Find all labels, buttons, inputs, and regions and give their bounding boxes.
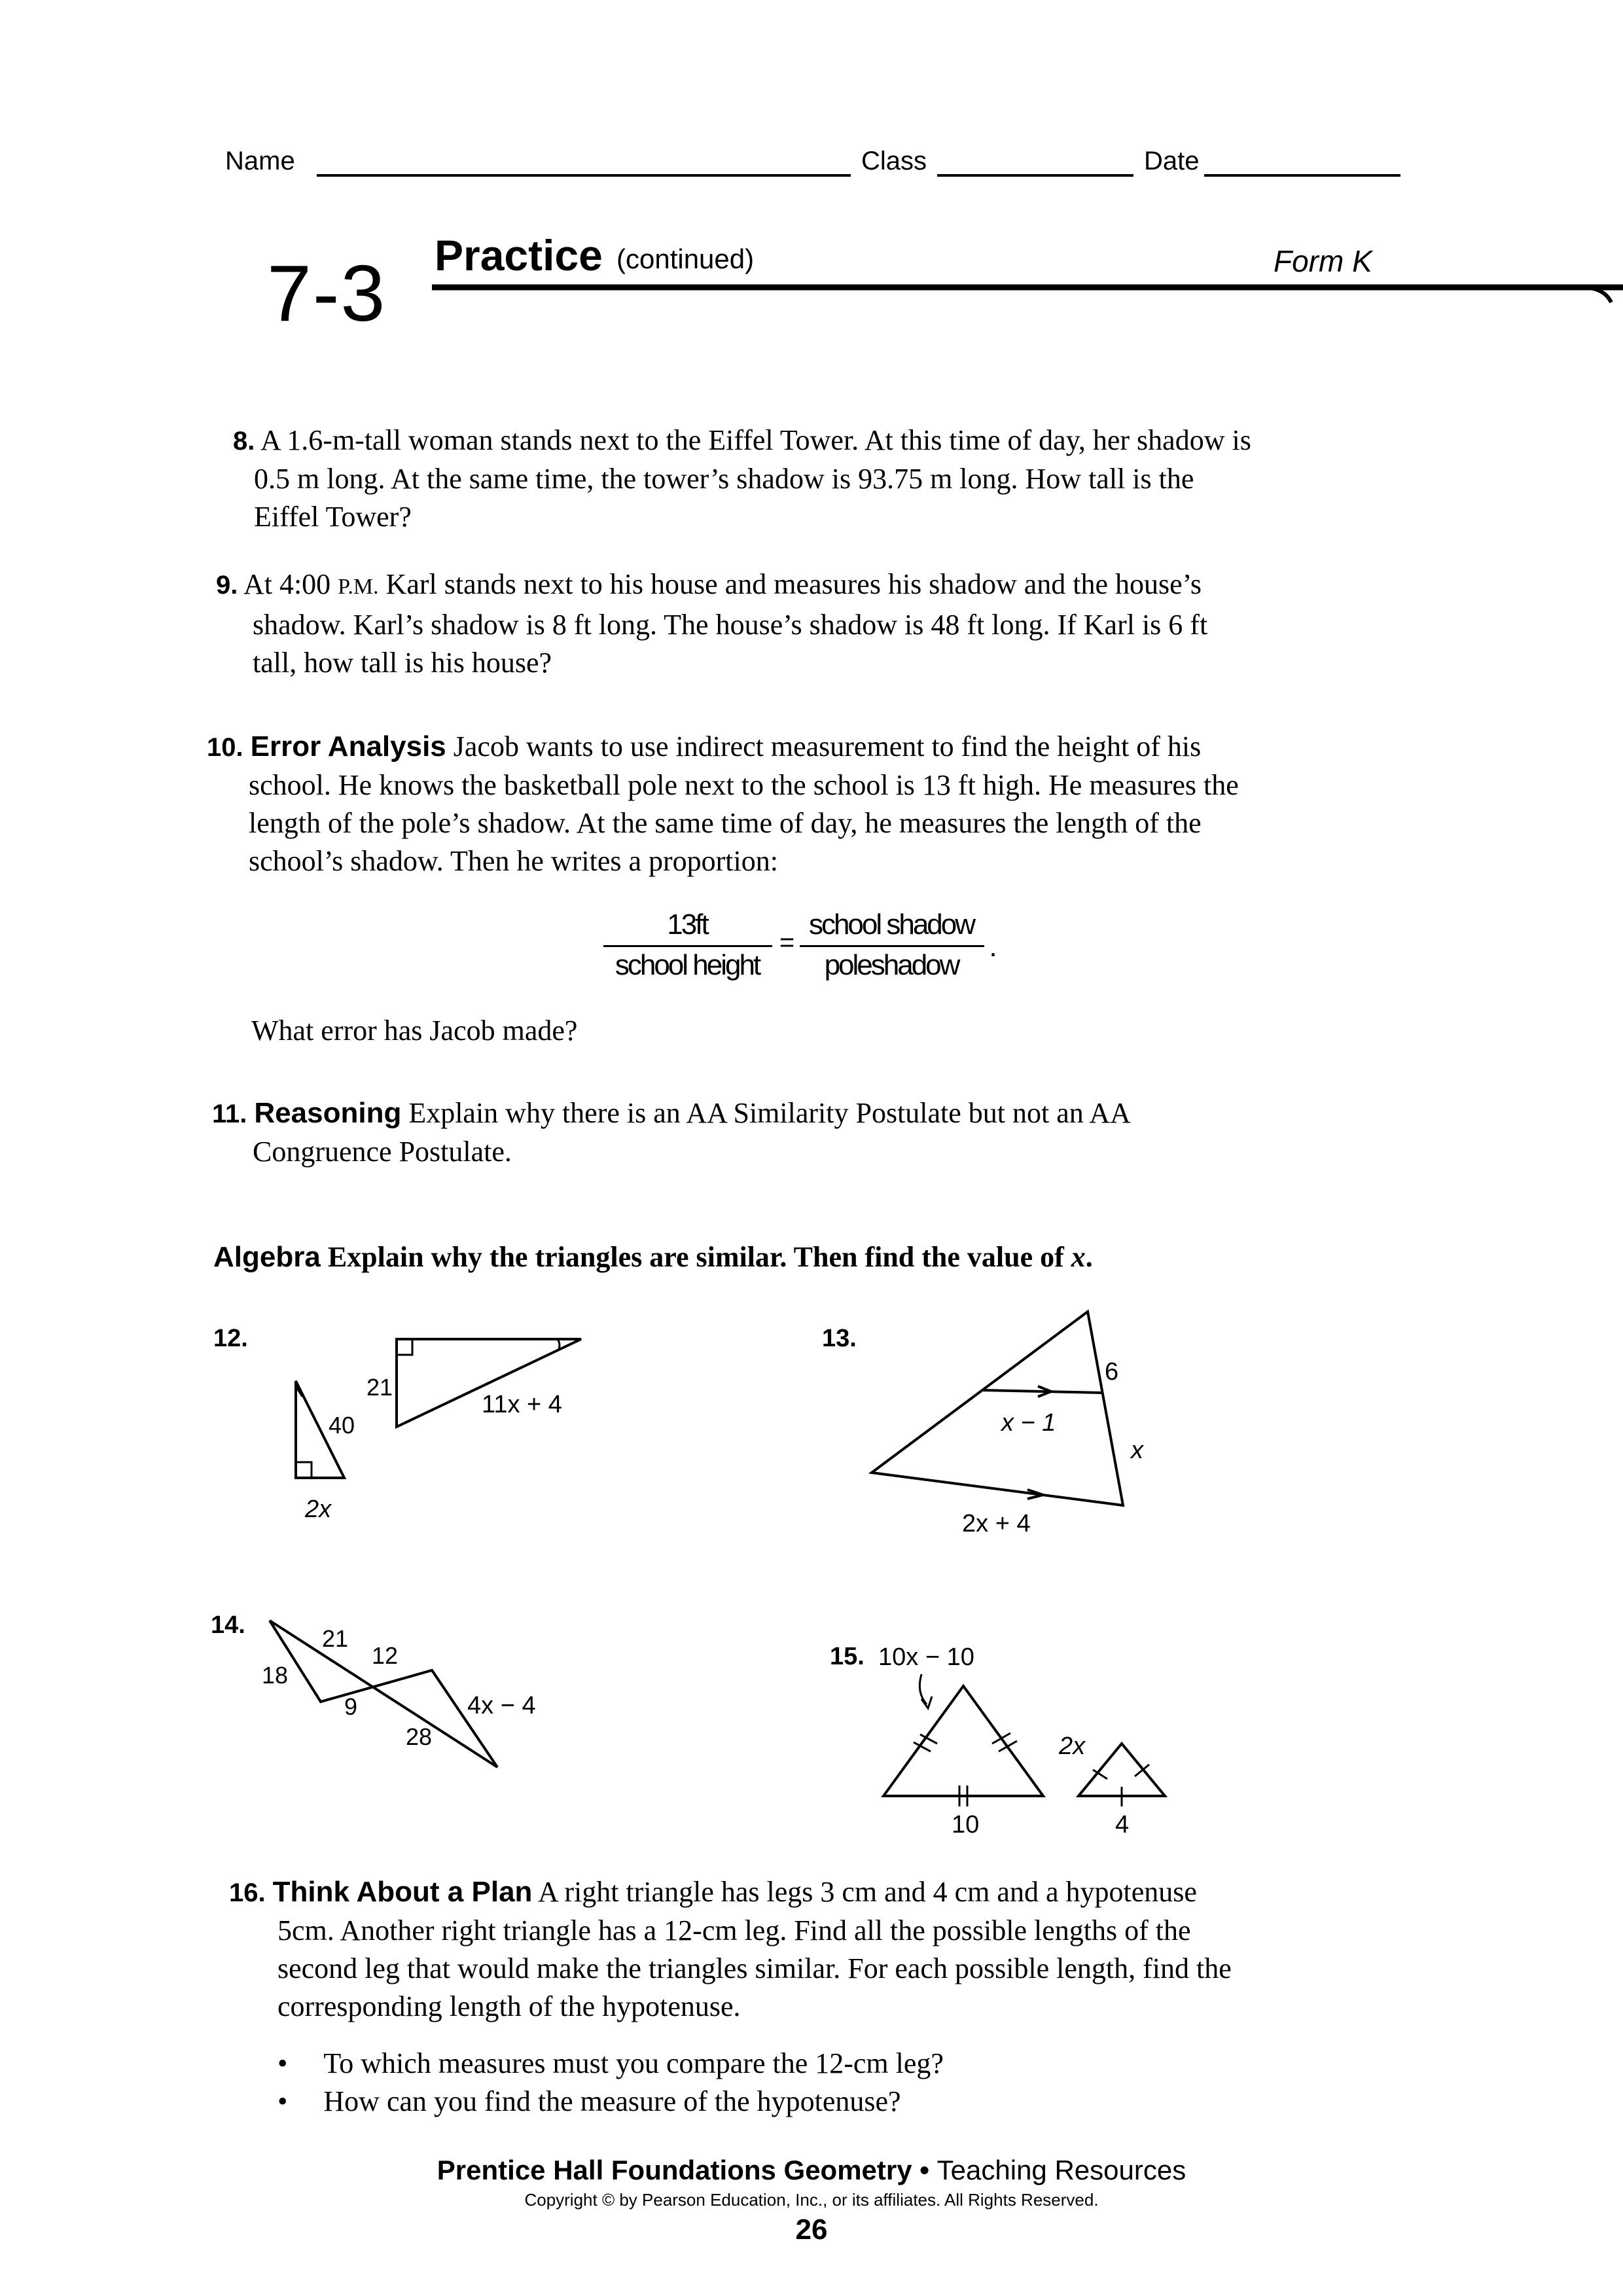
instruction-text: . [1085,1241,1093,1273]
figure-15 [864,1636,1204,1846]
problem-16 [229,1873,1289,2026]
list-item: • How can you find the measure of the hypotenuse? [277,2085,901,2117]
fraction-bar [800,945,984,947]
label-10: 10 [952,1811,980,1839]
problem-number: 11. [212,1100,247,1128]
problem-text: 0.5 m long. At the same time, the tower’s shadow is 93.75 m long. How tall is the [254,463,1194,495]
problem-keyword: Think About a Plan [272,1876,533,1908]
time-abbrev: P.M. [338,575,379,599]
problem-9 [216,565,1207,682]
label-21: 21 [322,1625,349,1652]
problem-text: school’s shadow. Then he writes a proportion: [249,845,778,877]
date-field[interactable] [1204,174,1400,177]
form-label: Form K [1274,244,1372,278]
period: . [989,931,995,963]
problem-number: 9. [216,571,238,600]
label-2x-plus-4: 2x + 4 [962,1510,1031,1537]
label-12: 12 [372,1642,399,1669]
label-10x-minus-10: 10x − 10 [878,1643,974,1671]
problem-text: tall, how tall is his house? [253,647,552,679]
variable-x: x [1071,1241,1086,1273]
bullet-list [277,2045,944,2121]
list-item-text: How can you find the measure of the hypotenuse? [323,2085,901,2117]
problem-text: Explain why there is an AA Similarity Postulate but not an AA [401,1097,1131,1129]
label-4x-minus-4: 4x − 4 [467,1692,536,1719]
algebra-keyword: Algebra [213,1241,321,1273]
label-x: x [1131,1437,1143,1464]
footer-bullet: • [912,2155,937,2185]
resource-title: Teaching Resources [936,2155,1186,2185]
problem-keyword: Error Analysis [250,730,446,762]
name-label: Name [225,147,295,175]
figure-14 [249,1597,589,1793]
problem-keyword: Reasoning [254,1097,402,1129]
instruction-text: Explain why the triangles are similar. Then find the value of [320,1241,1071,1273]
name-field[interactable] [317,174,851,177]
label-18: 18 [262,1662,289,1689]
lesson-number: 7-3 [267,249,387,338]
book-title: Prentice Hall Foundations Geometry [437,2155,912,2185]
figure-12 [275,1322,602,1532]
label-6: 6 [1105,1358,1119,1386]
problem-text: second leg that would make the triangles similar. For each possible length, find the [277,1952,1232,1984]
problem-text: At 4:00 [243,568,338,600]
problem-number: 16. [229,1878,266,1907]
figure-number: 15. [830,1643,865,1670]
label-40: 40 [329,1412,355,1439]
continued-label: (continued) [616,243,755,274]
label-x-minus-1: x − 1 [1001,1409,1056,1437]
problem-10-question: What error has Jacob made? [251,1014,578,1047]
fraction-left-denominator: school height [615,949,760,981]
label-9: 9 [344,1693,358,1720]
page-number: 26 [795,2214,828,2246]
figure-number: 12. [213,1325,248,1352]
problem-text: 5cm. Another right triangle has a 12-cm leg. Find all the possible lengths of the [277,1914,1191,1946]
problem-text: A right triangle has legs 3 cm and 4 cm and a hypotenuse [532,1876,1197,1908]
label-2x: 2x [1059,1732,1086,1760]
equals-sign: = [779,928,793,957]
fraction-bar [603,945,772,947]
problem-8 [233,422,1251,536]
label-4: 4 [1115,1811,1130,1839]
algebra-instruction [213,1238,1093,1276]
label-28: 28 [406,1723,433,1750]
problem-text: corresponding length of the hypotenuse. [277,1990,741,2022]
date-label: Date [1144,147,1200,175]
problem-text: A 1.6-m-tall woman stands next to the Eiffel Tower. At this time of day, her shadow is [260,424,1251,456]
list-item: • To which measures must you compare the 12-cm leg? [277,2047,944,2079]
list-item-text: To which measures must you compare the 12-cm leg? [323,2047,944,2079]
figure-number: 13. [822,1325,857,1352]
problem-text: shadow. Karl’s shadow is 8 ft long. The house’s shadow is 48 ft long. If Karl is 6 ft [253,609,1208,641]
problem-text: school. He knows the basketball pole next to the school is 13 ft high. He measures the [249,769,1239,801]
problem-text: Karl stands next to his house and measures his shadow and the house’s [378,568,1202,600]
title-rule [425,275,1623,314]
copyright: Copyright © by Pearson Education, Inc., or its affiliates. All Rights Reserved. [524,2190,1099,2210]
figure-number: 14. [211,1611,245,1639]
problem-11 [212,1094,1131,1171]
problem-text: Congruence Postulate. [253,1136,512,1168]
fraction-right-numerator: school shadow [808,908,974,941]
problem-text: length of the pole’s shadow. At the same time of day, he measures the length of the [249,807,1202,839]
problem-number: 10. [207,733,243,762]
problem-10 [207,728,1239,880]
figure-13 [864,1302,1204,1538]
page-title: Practice [435,231,603,279]
fraction-right-denominator: poleshadow [824,949,959,981]
problem-text: Eiffel Tower? [254,501,412,533]
class-label: Class [861,147,927,175]
label-2x: 2x [305,1496,332,1523]
footer-title [0,2155,1623,2186]
problem-number: 8. [233,427,255,456]
label-21: 21 [366,1374,393,1401]
label-11x-plus-4: 11x + 4 [482,1391,562,1418]
fraction-left-numerator: 13ft [667,908,707,941]
problem-text: Jacob wants to use indirect measurement to find the height of his [446,730,1202,762]
class-field[interactable] [937,174,1133,177]
